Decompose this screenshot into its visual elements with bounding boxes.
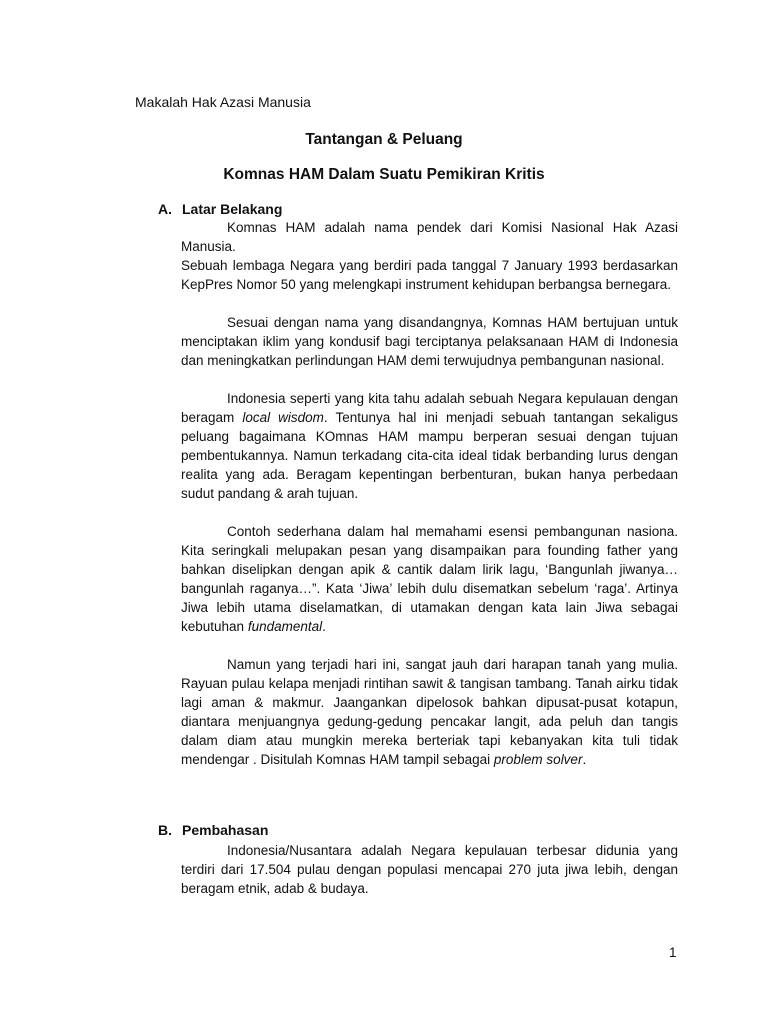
page-number: 1 <box>669 945 677 960</box>
section-a-heading <box>158 201 282 217</box>
paragraph <box>181 655 678 769</box>
paragraph-text: . Tentunya hal ini menjadi sebuah tantangan sekaligus peluang bagaimana KOmnas HAM mampu berperan sesuai dengan tujuan pembentukannya. Namun terkadang cita-cita ideal tidak berbanding lurus dengan realita yang ada. Beragam kepentingan berbenturan, bukan hanya perbedaan sudut pandang & arah tujuan. <box>181 410 678 501</box>
paragraph <box>181 522 678 636</box>
paragraph-text: Namun yang terjadi hari ini, sangat jauh dari harapan tanah yang mulia. Rayuan pulau kelapa menjadi rintihan sawit & tangisan tambang. Tanah airku tidak lagi aman & makmur. Jaangankan dipelosok bahkan dipusat-pusat kotapun, diantara menjuangnya gedung-gedung pencakar langit, ada peluh dan tangis dalam diam atau mungkin mereka berteriak tapi kebanyakan kita tuli tidak mendengar . Disitulah Komnas HAM tampil sebagai <box>181 657 678 767</box>
paragraph <box>181 389 678 503</box>
section-b-title: Pembahasan <box>182 822 269 838</box>
section-a-body <box>181 218 678 769</box>
paragraph: Indonesia/Nusantara adalah Negara kepulauan terbesar didunia yang terdiri dari 17.504 pulau dengan populasi mencapai 270 juta jiwa lebih, dengan beragam etnik, adab & budaya. <box>181 843 678 896</box>
section-b-heading <box>158 822 268 838</box>
section-b-letter: B. <box>158 822 172 838</box>
emphasis-text: fundamental <box>247 619 323 634</box>
emphasis-text: local wisdom <box>242 410 324 425</box>
paragraph-text: Contoh sederhana dalam hal memahami esensi pembangunan nasiona. Kita seringkali melupakan pesan yang disampaikan para founding father yang bahkan diselipkan dengan apik & cantik dalam lirik lagu, ‘Bangunlah jiwanya… bangunlah raganya…”. Kata ‘Jiwa’ lebih dulu disematkan sebelum ‘raga’. Artinya Jiwa lebih utama diselamatkan, di utamakan dengan kata lain Jiwa sebagai kebutuhan <box>181 524 678 634</box>
document-title: Tantangan & Peluang <box>305 131 463 148</box>
section-a-title: Latar Belakang <box>182 201 283 217</box>
document-subtitle: Komnas HAM Dalam Suatu Pemikiran Kritis <box>223 166 545 183</box>
paragraph: Komnas HAM adalah nama pendek dari Komisi Nasional Hak Azasi Manusia. <box>181 220 678 254</box>
paragraph: Sesuai dengan nama yang disandangnya, Komnas HAM bertujuan untuk menciptakan iklim yang kondusif bagi terciptanya pelaksanaan HAM di Indonesia dan meningkatkan perlindungan HAM demi terwujudnya pembangunan nasional. <box>181 315 678 368</box>
paragraph-text: Indonesia seperti yang kita tahu adalah sebuah Negara kepulauan dengan beragam <box>181 391 678 425</box>
paragraph-text: . <box>582 752 587 767</box>
section-b-body <box>181 841 678 898</box>
paragraph: Sebuah lembaga Negara yang berdiri pada tanggal 7 January 1993 berdasarkan KepPres Nomor 50 yang melengkapi instrument kehidupan berbangsa bernegara. <box>181 258 678 292</box>
document-header: Makalah Hak Azasi Manusia <box>135 94 311 110</box>
emphasis-text: problem solver <box>493 752 583 767</box>
section-a-letter: A. <box>158 201 172 217</box>
paragraph-text: . <box>322 619 326 634</box>
